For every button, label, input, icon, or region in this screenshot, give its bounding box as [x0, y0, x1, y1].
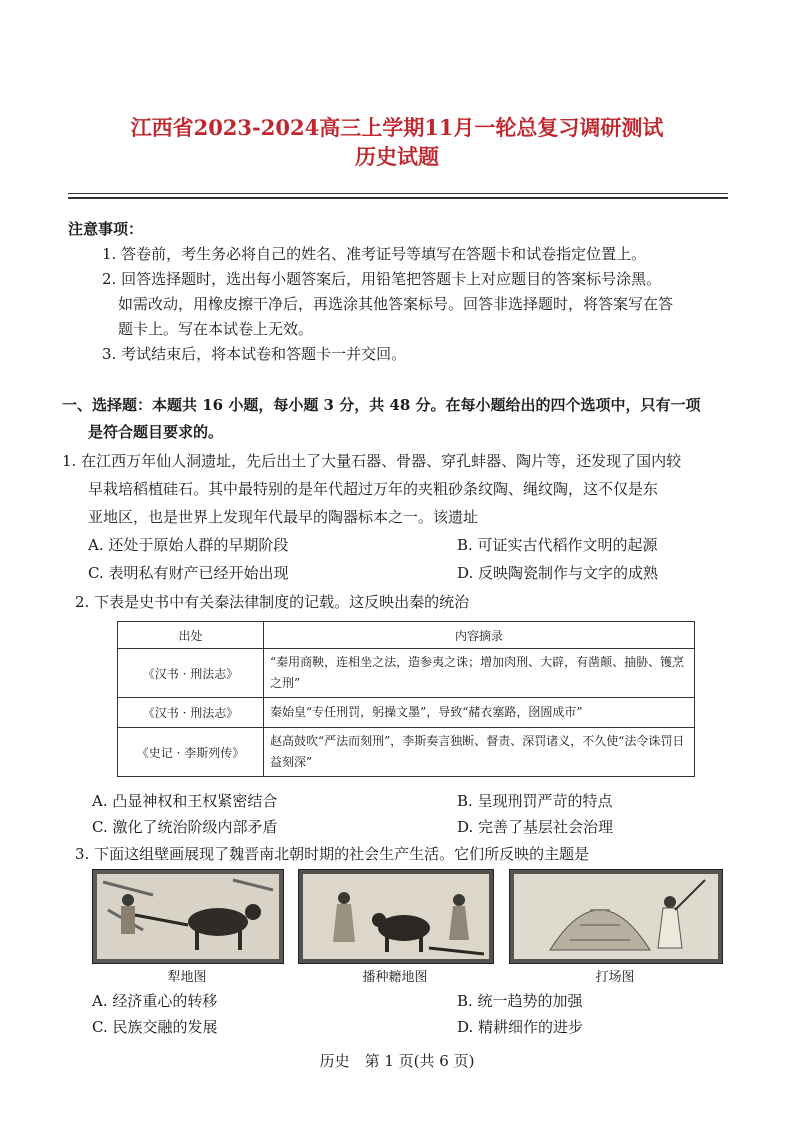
section-heading: 一、选择题：本题共 16 小题，每小题 3 分，共 48 分。在每小题给出的四个选项中，只有一项 [62, 396, 701, 414]
sowing-harrowing-mural-image [298, 869, 494, 964]
plowing-caption: 犁地图 [167, 970, 207, 985]
note-item: 1. 答卷前，考生务必将自己的姓名、准考证号等填写在答题卡和试卷指定位置上。 [102, 245, 647, 263]
q1-option-d: D. 反映陶瓷制作与文字的成熟 [457, 564, 659, 582]
table-row [118, 649, 695, 698]
q1-option-a: A. 还处于原始人群的早期阶段 [88, 536, 289, 554]
table-header-source: 出处 [118, 622, 264, 649]
note-item: 题卡上。写在本试卷上无效。 [118, 320, 314, 338]
law-records-table [117, 621, 695, 777]
table-cell-content: 秦始皇“专任刑罚，躬操文墨”，导致“赭衣塞路，囹圄成市” [264, 698, 695, 728]
q1-option-b: B. 可证实古代稻作文明的起源 [457, 536, 658, 554]
note-item: 如需改动，用橡皮擦干净后，再选涂其他答案标号。回答非选择题时，将答案写在答 [118, 295, 674, 313]
table-header-row [118, 622, 695, 649]
section-heading-cont: 是符合题目要求的。 [88, 423, 224, 441]
table-row [118, 728, 695, 777]
header-divider [68, 193, 728, 194]
note-item: 2. 回答选择题时，选出每小题答案后，用铅笔把答题卡上对应题目的答案标号涂黑。 [102, 270, 662, 288]
q3-option-a: A. 经济重心的转移 [92, 992, 218, 1010]
q2-option-c: C. 激化了统治阶级内部矛盾 [92, 818, 278, 836]
header-divider-thick [68, 197, 728, 199]
table-cell-source: 《史记 · 李斯列传》 [118, 728, 264, 777]
page-footer: 历史 第 1 页(共 6 页) [319, 1052, 475, 1070]
plowing-mural-image [92, 869, 284, 964]
q1-stem: 1. 在江西万年仙人洞遗址，先后出土了大量石器、骨器、穿孔蚌器、陶片等，还发现了国内较 [62, 452, 682, 470]
q3-stem: 3. 下面这组壁画展现了魏晋南北朝时期的社会生产生活。它们所反映的主题是 [75, 845, 590, 863]
table-cell-content: “秦用商鞅，连相坐之法，造参夷之诛；增加肉刑、大辟，有凿颠、抽胁、镬烹之刑” [264, 649, 695, 698]
q1-stem: 亚地区，也是世界上发现年代最早的陶器标本之一。该遗址 [88, 508, 479, 526]
q1-stem: 早栽培稻植硅石。其中最特别的是年代超过万年的夹粗砂条纹陶、绳纹陶，这不仅是东 [88, 480, 659, 498]
table-header-content: 内容摘录 [264, 622, 695, 649]
q2-option-b: B. 呈现刑罚严苛的特点 [457, 792, 613, 810]
threshing-caption: 打场图 [595, 970, 635, 985]
table-cell-source: 《汉书 · 刑法志》 [118, 698, 264, 728]
q3-option-c: C. 民族交融的发展 [92, 1018, 218, 1036]
q3-option-d: D. 精耕细作的进步 [457, 1018, 584, 1036]
exam-title: 江西省2023-2024高三上学期11月一轮总复习调研测试 [130, 115, 664, 140]
table-cell-content: 赵高鼓吹“严法而刻刑”，李斯奏言独断、督责、深罚诸义，不久使“法令诛罚日益刻深” [264, 728, 695, 777]
table-row [118, 698, 695, 728]
notes-heading: 注意事项： [68, 220, 144, 238]
q2-option-a: A. 凸显神权和王权紧密结合 [92, 792, 278, 810]
note-item: 3. 考试结束后，将本试卷和答题卡一并交回。 [102, 345, 407, 363]
q3-option-b: B. 统一趋势的加强 [457, 992, 583, 1010]
q1-option-c: C. 表明私有财产已经开始出现 [88, 564, 289, 582]
q2-option-d: D. 完善了基层社会治理 [457, 818, 614, 836]
threshing-mural-image [509, 869, 723, 964]
table-cell-source: 《汉书 · 刑法志》 [118, 649, 264, 698]
q2-stem: 2. 下表是史书中有关秦法律制度的记载。这反映出秦的统治 [75, 593, 470, 611]
sowing-caption: 播种耱地图 [362, 970, 428, 985]
exam-subtitle: 历史试题 [355, 144, 439, 169]
